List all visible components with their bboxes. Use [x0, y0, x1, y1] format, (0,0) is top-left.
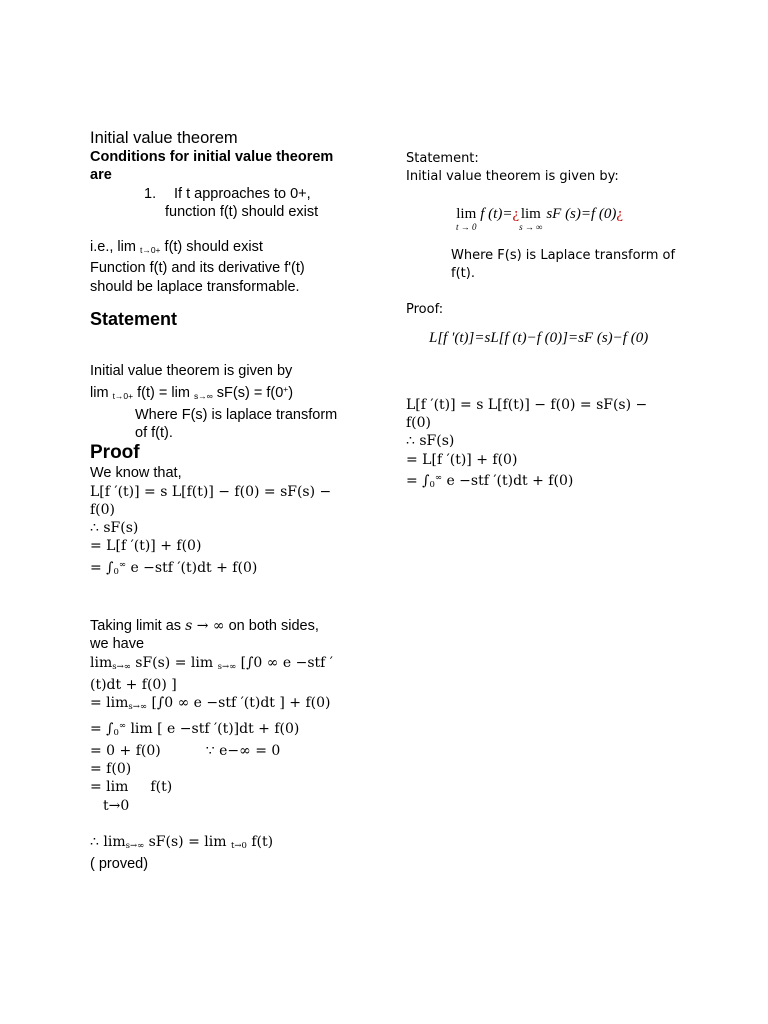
- statement-heading: Statement: [90, 309, 178, 330]
- function-line-2: should be laplace transformable.: [90, 278, 300, 295]
- proof-line-1b: f(0): [90, 501, 116, 518]
- limit-line-3: = $\lim_{s\to\infty} [\int 0$ ∞ e −stf ′(t)dt ] + f(0): [90, 695, 331, 713]
- statement-formula: lim $_{t\to 0+}$ f(t) = lim $_{s\to\infty}$ sF(s) = f(0+): [90, 384, 294, 402]
- right-laplace-equation: L[f ′(t)]=sL[f (t)−f (0)]=sF (s)−f (0): [429, 330, 649, 347]
- left-column: [90, 128, 365, 874]
- we-know-text: We know that,: [90, 465, 182, 482]
- right-where-line-2: f(t).: [451, 265, 475, 281]
- right-statement-label: Statement:: [406, 151, 479, 166]
- limit-line-7: = lim f(t): [90, 779, 173, 796]
- page-title: Initial value theorem: [90, 129, 238, 147]
- right-given-by: Initial value theorem is given by:: [406, 169, 619, 185]
- right-where-line-1: Where F(s) is Laplace transform of: [451, 247, 676, 263]
- conclusion-line: ∴ $\lim_{s\to\infty} sF(s) = \lim _{t\to 0}$ f(t): [90, 834, 274, 852]
- function-line-1: Function f(t) and its derivative f'(t): [90, 260, 305, 277]
- condition-item: [90, 185, 365, 203]
- proved-text: ( proved): [90, 856, 149, 873]
- proof-heading: Proof: [90, 442, 140, 464]
- proof-line-3: = L[f ′(t)] + f(0): [90, 538, 202, 555]
- right-theorem-equation: lim $^{t \to 0}$ f (t)=¿lim $^{s \to \infty}$ sF (s)=f (0)¿: [456, 205, 624, 232]
- proof-line-2: ∴ sF(s): [90, 520, 139, 537]
- taking-limit-line: Taking limit as s → ∞ on both sides,: [90, 618, 319, 635]
- right-proof-line-3: = L[f ′(t)] + f(0): [406, 451, 518, 468]
- conditions-heading: Conditions for initial value theorem: [90, 149, 334, 165]
- limit-line-5: = 0 + f(0) ∵ e−∞ = 0: [90, 742, 281, 759]
- where-line-1: Where F(s) is laplace transform: [135, 406, 338, 423]
- given-by-text: Initial value theorem is given by: [90, 363, 293, 380]
- proof-line-1: L[f ′(t)] = s L[f(t)] − f(0) = sF(s) −: [90, 483, 332, 500]
- condition-text-2: function f(t) should exist: [165, 203, 319, 220]
- right-proof-line-2: ∴ sF(s): [406, 433, 455, 450]
- limit-line-1: $\lim_{s\to\infty} sF(s) = \lim _{s\to\infty}$ [∫0 ∞ e −stf ′: [90, 654, 333, 672]
- we-have-text: we have: [90, 636, 145, 653]
- right-proof-line-4: = $\int_0^\infty$ e −stf ′(t)dt + f(0): [406, 472, 574, 490]
- list-number: 1.: [144, 185, 157, 202]
- proof-line-4: = $\int_0^\infty$ e −stf ′(t)dt + f(0): [90, 559, 258, 577]
- limit-line-6: = f(0): [90, 761, 132, 778]
- condition-text-1: If t approaches to 0+,: [174, 185, 311, 202]
- limit-line-8: t→0: [103, 797, 130, 814]
- limit-line-2: (t)dt + f(0) ]: [90, 676, 177, 693]
- right-proof-line-1b: f(0): [406, 415, 432, 432]
- right-proof-label: Proof:: [406, 302, 444, 318]
- limit-line-4: = $\int_0^\infty$ lim [ e −stf ′(t)]dt + f(0): [90, 720, 300, 738]
- ie-line: i.e., lim $_{t\to 0+}$ f(t) should exist: [90, 239, 263, 256]
- conditions-heading-cont: are: [90, 167, 112, 184]
- where-line-2: of f(t).: [135, 424, 173, 441]
- right-column: [406, 150, 706, 494]
- right-proof-line-1: L[f ′(t)] = s L[f(t)] − f(0) = sF(s) −: [406, 396, 648, 413]
